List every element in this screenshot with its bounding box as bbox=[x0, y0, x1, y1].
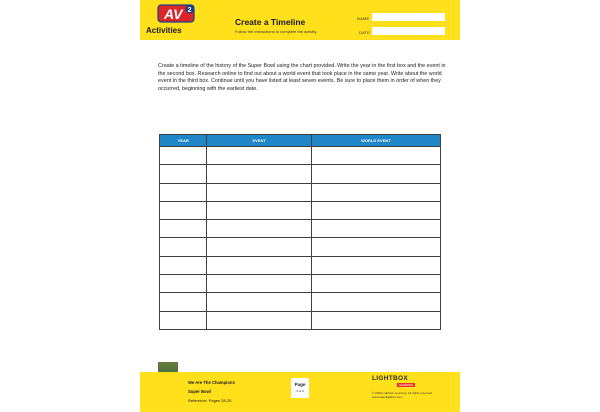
cell-world-event[interactable] bbox=[311, 311, 440, 329]
page-title: Create a Timeline bbox=[235, 17, 306, 27]
column-header-year: YEAR bbox=[160, 135, 207, 147]
page-subtitle: Follow the instructions to complete the activity. bbox=[235, 29, 318, 34]
table-row bbox=[160, 201, 441, 219]
cell-event[interactable] bbox=[207, 165, 311, 183]
page-number: 3 of 6 bbox=[296, 389, 304, 393]
cell-year[interactable] bbox=[160, 201, 207, 219]
column-header-world-event: WORLD EVENT bbox=[311, 135, 440, 147]
cell-year[interactable] bbox=[160, 311, 207, 329]
instructions-text: Create a timeline of the history of the Super Bowl using the chart provided. Write the year in the first box and the event in the second box. Research online to find out about a world event that took place in the same year. Write about the world event in the third box. Continue until you have listed at least seven events. Be sure to place them in order of when they occurred, beginning with the earliest date. bbox=[158, 63, 446, 93]
table-row bbox=[160, 311, 441, 329]
table-row bbox=[160, 147, 441, 165]
logo-av-text: AV bbox=[164, 6, 183, 22]
cell-year[interactable] bbox=[160, 183, 207, 201]
cell-world-event[interactable] bbox=[311, 293, 440, 311]
cell-event[interactable] bbox=[207, 256, 311, 274]
cell-year[interactable] bbox=[160, 147, 207, 165]
cell-world-event[interactable] bbox=[311, 201, 440, 219]
table-row bbox=[160, 220, 441, 238]
footer-reference: Reference: Pages 28-29 bbox=[188, 398, 232, 403]
cell-year[interactable] bbox=[160, 165, 207, 183]
page-indicator bbox=[291, 378, 309, 398]
timeline-table bbox=[159, 134, 441, 330]
cell-world-event[interactable] bbox=[311, 220, 440, 238]
table-row bbox=[160, 165, 441, 183]
table-row bbox=[160, 275, 441, 293]
date-field[interactable] bbox=[372, 27, 445, 35]
lightbox-logo: LIGHTBOX bbox=[372, 375, 408, 382]
cell-event[interactable] bbox=[207, 311, 311, 329]
cell-world-event[interactable] bbox=[311, 165, 440, 183]
cell-year[interactable] bbox=[160, 238, 207, 256]
cell-event[interactable] bbox=[207, 275, 311, 293]
table-row bbox=[160, 238, 441, 256]
copyright-line-2: www.openlightbox.com bbox=[372, 395, 403, 400]
cell-world-event[interactable] bbox=[311, 238, 440, 256]
date-label: DATE bbox=[359, 30, 371, 35]
cell-event[interactable] bbox=[207, 238, 311, 256]
logo-activities-label: Activities bbox=[146, 26, 182, 35]
av2-logo-icon bbox=[150, 4, 202, 24]
av2-logo bbox=[150, 4, 202, 24]
footer-series: We Are The Champions bbox=[188, 380, 235, 385]
copyright-text bbox=[372, 391, 433, 399]
name-field[interactable] bbox=[372, 13, 445, 21]
cell-event[interactable] bbox=[207, 201, 311, 219]
cell-event[interactable] bbox=[207, 293, 311, 311]
table-row bbox=[160, 293, 441, 311]
copyright-line-1: © 2020 Lightbox Learning. All rights reserved. bbox=[372, 391, 433, 395]
lightbox-logo-sub: LEARNING bbox=[399, 383, 414, 387]
cell-event[interactable] bbox=[207, 183, 311, 201]
table-row bbox=[160, 256, 441, 274]
cell-event[interactable] bbox=[207, 220, 311, 238]
column-header-event: EVENT bbox=[207, 135, 311, 147]
cell-world-event[interactable] bbox=[311, 256, 440, 274]
cell-event[interactable] bbox=[207, 147, 311, 165]
cell-year[interactable] bbox=[160, 293, 207, 311]
cell-world-event[interactable] bbox=[311, 183, 440, 201]
worksheet-page bbox=[140, 0, 460, 412]
header-bar bbox=[140, 0, 460, 40]
table-header-row bbox=[160, 135, 441, 147]
cell-year[interactable] bbox=[160, 256, 207, 274]
footer-book-title: Super Bowl bbox=[188, 389, 212, 394]
logo-two-text: 2 bbox=[187, 6, 192, 14]
cell-world-event[interactable] bbox=[311, 275, 440, 293]
name-label: NAME bbox=[357, 16, 370, 21]
cell-world-event[interactable] bbox=[311, 147, 440, 165]
table-row bbox=[160, 183, 441, 201]
page-label: Page bbox=[294, 382, 306, 387]
cell-year[interactable] bbox=[160, 220, 207, 238]
cell-year[interactable] bbox=[160, 275, 207, 293]
